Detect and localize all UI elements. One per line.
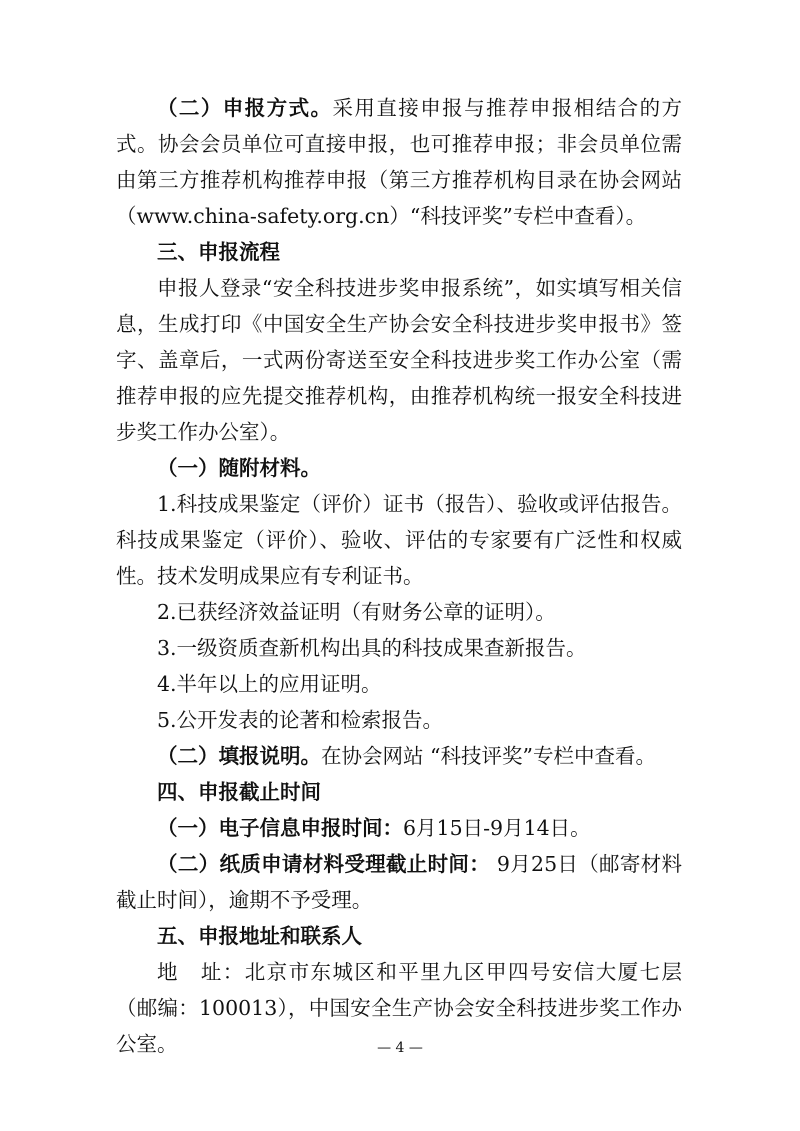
paragraph-filling-instructions [116, 738, 682, 774]
list-item-materials-3: 3.一级资质查新机构出具的科技成果查新报告。 [157, 636, 587, 660]
subheading-application-method: （二）申报方式。 [157, 96, 333, 120]
electronic-deadline-text: 6月15日-9月14日。 [403, 816, 591, 840]
paragraph-process: 申报人登录“安全科技进步奖申报系统”，如实填写相关信息，生成打印《中国安全生产协会安全科技进步奖申报书》签字、盖章后，一式两份寄送至安全科技进步奖工作办公室（需推荐申报的应先提交推荐机构，由推荐机构统一报安全科技进步奖工作办公室）。 [116, 276, 682, 444]
subheading-attached-materials: （一）随附材料。 [157, 456, 321, 480]
section-heading-deadline: 四、申报截止时间 [157, 780, 321, 804]
paper-deadline-text: 9月25日（邮寄材料截止时间），逾期不予受理。 [116, 852, 682, 912]
list-item-materials-2: 2.已获经济效益证明（有财务公章的证明）。 [157, 600, 556, 624]
paragraph-address: 地 址：北京市东城区和平里九区甲四号安信大厦七层（邮编：100013），中国安全生产协会安全科技进步奖工作办公室。 [116, 960, 682, 1056]
document-body [116, 90, 682, 1062]
subheading-filling-instructions: （二）填报说明。 [157, 744, 321, 768]
list-item-materials-5: 5.公开发表的论著和检索报告。 [157, 708, 444, 732]
filling-instructions-text: 在协会网站 “科技评奖”专栏中查看。 [321, 744, 656, 768]
section-heading-process: 三、申报流程 [157, 240, 280, 264]
application-method-text: 采用直接申报与推荐申报相结合的方式。协会会员单位可直接申报，也可推荐申报；非会员单位需由第三方推荐机构推荐申报（第三方推荐机构目录在协会网站（www.china-safety.org.cn）“科技评奖”专栏中查看）。 [116, 96, 683, 228]
subheading-electronic-deadline: （一）电子信息申报时间： [157, 816, 403, 840]
paragraph-application-method [116, 90, 682, 234]
page-number: — 4 — [377, 1040, 423, 1056]
paragraph-paper-deadline [116, 846, 682, 918]
list-item-materials-1: 1.科技成果鉴定（评价）证书（报告）、验收或评估报告。科技成果鉴定（评价）、验收、评估的专家要有广泛性和权威性。技术发明成果应有专利证书。 [116, 492, 682, 588]
paragraph-electronic-deadline [116, 810, 682, 846]
section-heading-address: 五、申报地址和联系人 [157, 924, 362, 948]
list-item-materials-4: 4.半年以上的应用证明。 [157, 672, 382, 696]
subheading-paper-deadline: （二）纸质申请材料受理截止时间： [157, 852, 491, 876]
